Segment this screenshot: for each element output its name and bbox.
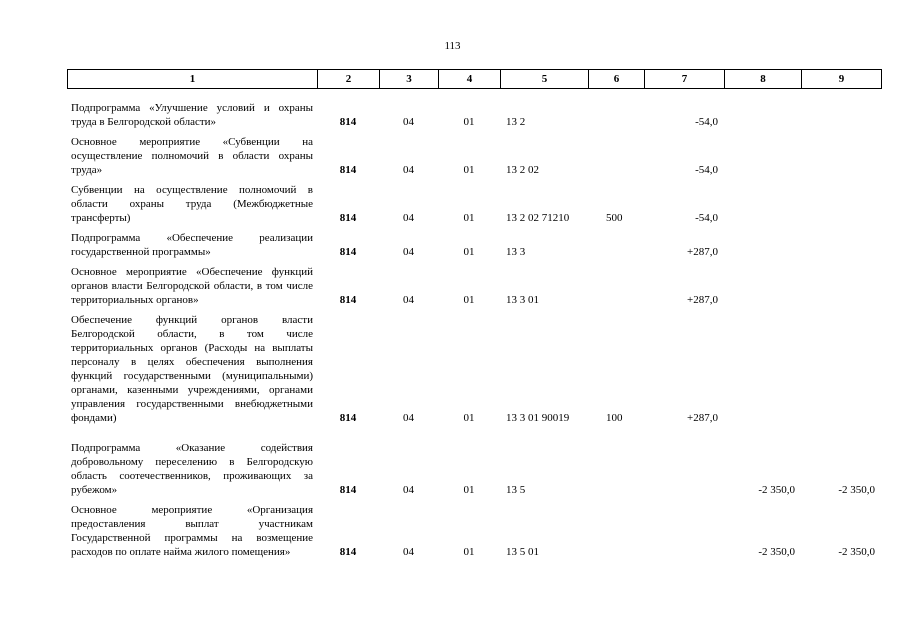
- section-code: 04: [403, 484, 414, 496]
- section-code: 04: [403, 412, 414, 424]
- amount-col8: [724, 129, 801, 177]
- amount-col7: -54,0: [695, 212, 718, 224]
- section-code: 04: [403, 164, 414, 176]
- amount-col9: -2 350,0: [838, 484, 875, 496]
- header-cell: 5: [501, 70, 589, 89]
- amount-col9: -2 350,0: [838, 546, 875, 558]
- amount-col8: [724, 95, 801, 129]
- header-cell: 3: [380, 70, 439, 89]
- header-row: [68, 70, 882, 89]
- amount-col7: [644, 497, 724, 559]
- amount-col7: [644, 425, 724, 497]
- amount-col9: [801, 225, 881, 259]
- target-article-code: 13 3 01 90019: [506, 412, 570, 424]
- section-code: 04: [403, 546, 414, 558]
- row-name: Основное мероприятие «Субвенции на осуществление полномочий в области охраны труда»: [71, 136, 313, 176]
- ministry-code: 814: [339, 294, 357, 306]
- target-article-code: 13 2 02: [506, 164, 539, 176]
- expense-type-code: 500: [606, 212, 623, 224]
- amount-col9: [801, 259, 881, 307]
- amount-col7: +287,0: [687, 246, 718, 258]
- row-name: Основное мероприятие «Организация предоставления выплат участникам Государственной программы на возмещение расходов по оплате найма жилого помещения»: [71, 504, 313, 558]
- subsection-code: 01: [463, 116, 475, 128]
- amount-col7: -54,0: [695, 116, 718, 128]
- subsection-code: 01: [463, 546, 475, 558]
- subsection-code: 01: [463, 212, 475, 224]
- header-cell: 2: [318, 70, 380, 89]
- target-article-code: 13 3 01: [506, 294, 539, 306]
- amount-col8: [724, 225, 801, 259]
- amount-col7: +287,0: [687, 294, 718, 306]
- table-row: [67, 95, 881, 129]
- table-row: [67, 177, 881, 225]
- section-code: 04: [403, 212, 414, 224]
- header-cell: 8: [725, 70, 802, 89]
- ministry-code: 814: [339, 484, 357, 496]
- expense-type-code: [588, 129, 644, 177]
- amount-col7: +287,0: [687, 412, 718, 424]
- subsection-code: 01: [463, 294, 475, 306]
- row-name: Подпрограмма «Оказание содействия добровольному переселению в Белгородскую область соотечественников, проживающих за рубежом»: [71, 442, 313, 496]
- ministry-code: 814: [339, 116, 357, 128]
- target-article-code: 13 2 02 71210: [506, 212, 570, 224]
- table-row: [67, 225, 881, 259]
- amount-col8: -2 350,0: [758, 546, 795, 558]
- expense-type-code: [588, 95, 644, 129]
- header-cell: 9: [802, 70, 882, 89]
- target-article-code: 13 5 01: [506, 546, 539, 558]
- column-header-table: [67, 69, 882, 89]
- row-name: Подпрограмма «Обеспечение реализации государственной программы»: [71, 232, 313, 258]
- expense-type-code: [588, 259, 644, 307]
- table-row: [67, 497, 881, 559]
- amount-col8: -2 350,0: [758, 484, 795, 496]
- amount-col8: [724, 307, 801, 425]
- header-cell: 1: [68, 70, 318, 89]
- row-name: Субвенции на осуществление полномочий в области охраны труда (Межбюджетные трансферты): [71, 184, 313, 224]
- row-name: Основное мероприятие «Обеспечение функций органов власти Белгородской области, в том числе территориальных органов»: [71, 266, 313, 306]
- ministry-code: 814: [339, 164, 357, 176]
- table-row: [67, 425, 881, 497]
- table-row: [67, 129, 881, 177]
- header-cell: 6: [589, 70, 645, 89]
- section-code: 04: [403, 116, 414, 128]
- subsection-code: 01: [463, 164, 475, 176]
- target-article-code: 13 2: [506, 116, 526, 128]
- ministry-code: 814: [339, 412, 357, 424]
- budget-table: [67, 95, 881, 559]
- subsection-code: 01: [463, 412, 475, 424]
- expense-type-code: [588, 425, 644, 497]
- amount-col8: [724, 259, 801, 307]
- row-name: Обеспечение функций органов власти Белгородской области, в том числе территориальных органов (Расходы на выплаты персоналу в целях обеспечения выполнения функций государственными (муниципальными) органами, казенными учреждениями, органами управления государственными внебюджетными фондами): [71, 314, 313, 424]
- subsection-code: 01: [463, 246, 475, 258]
- target-article-code: 13 5: [506, 484, 526, 496]
- subsection-code: 01: [463, 484, 475, 496]
- expense-type-code: [588, 225, 644, 259]
- amount-col9: [801, 95, 881, 129]
- page-number: 113: [444, 40, 461, 52]
- amount-col9: [801, 129, 881, 177]
- expense-type-code: 100: [606, 412, 623, 424]
- amount-col9: [801, 307, 881, 425]
- ministry-code: 814: [339, 212, 357, 224]
- amount-col7: -54,0: [695, 164, 718, 176]
- expense-type-code: [588, 497, 644, 559]
- row-name: Подпрограмма «Улучшение условий и охраны труда в Белгородской области»: [71, 102, 313, 128]
- amount-col9: [801, 177, 881, 225]
- table-row: [67, 307, 881, 425]
- amount-col8: [724, 177, 801, 225]
- section-code: 04: [403, 294, 414, 306]
- header-cell: 4: [439, 70, 501, 89]
- table-row: [67, 259, 881, 307]
- ministry-code: 814: [339, 246, 357, 258]
- section-code: 04: [403, 246, 414, 258]
- target-article-code: 13 3: [506, 246, 526, 258]
- ministry-code: 814: [339, 546, 357, 558]
- header-cell: 7: [645, 70, 725, 89]
